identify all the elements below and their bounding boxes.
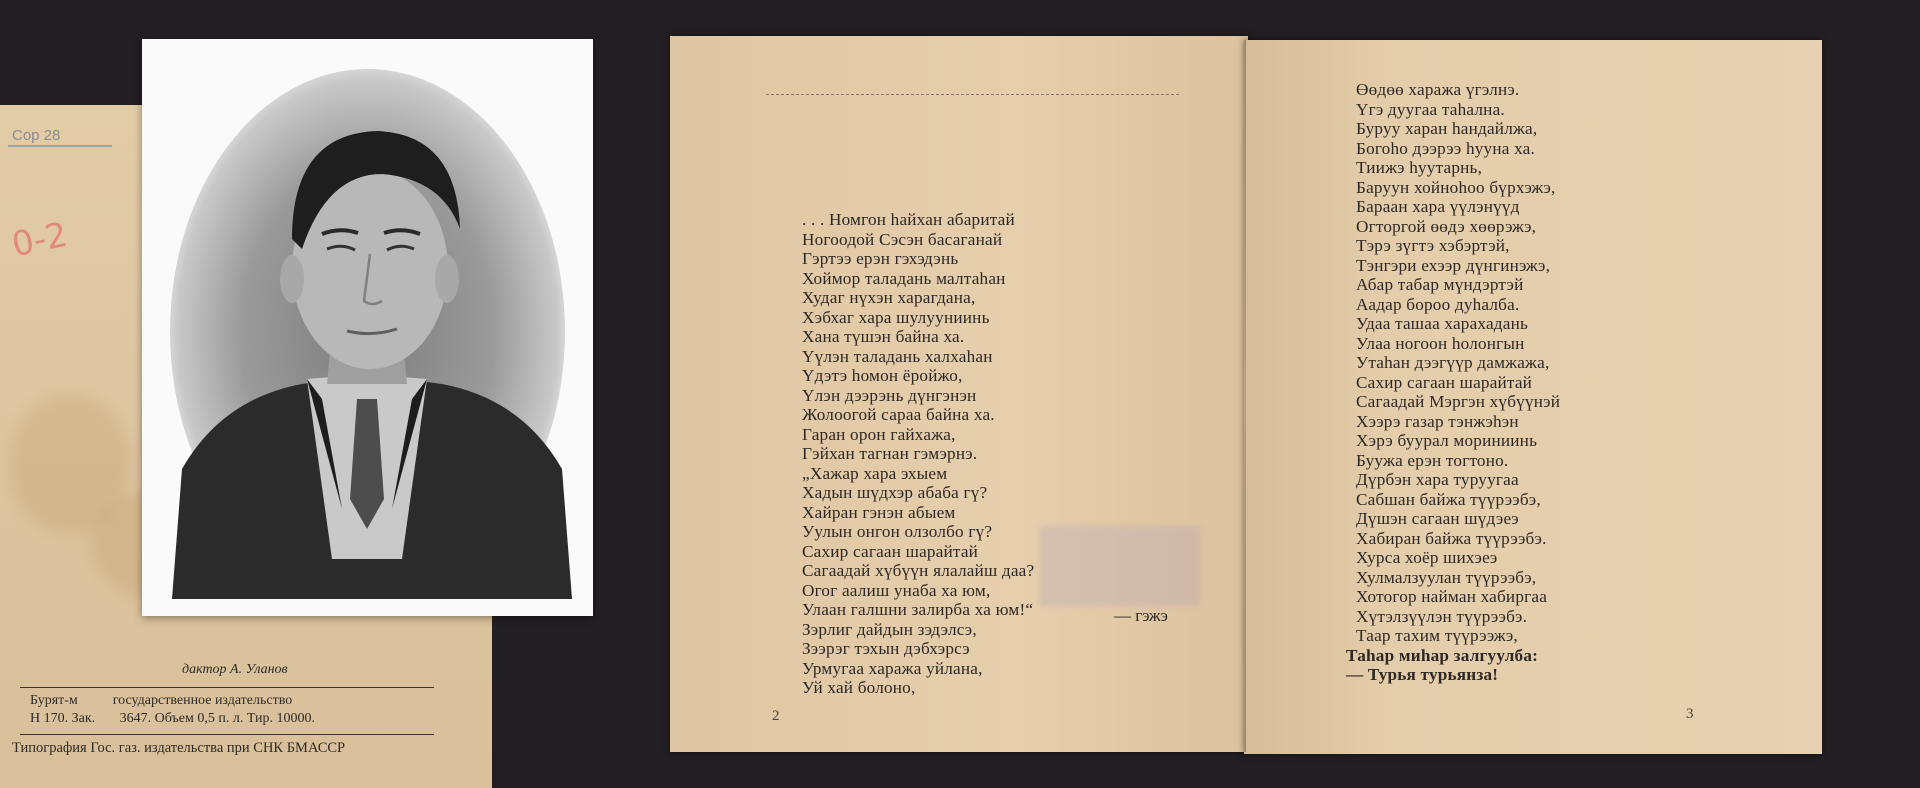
poem-line: Зээрэг тэхын дэбхэрсэ	[802, 639, 970, 658]
poem-line: Өөдөө хаража үгэлнэ.	[1356, 80, 1520, 99]
poem-line: Буужа ерэн тогтоно.	[1356, 450, 1509, 470]
poem-line: Утаһан дээгүүр дамжажа,	[1356, 353, 1550, 372]
poem-line: Хоймор таладань малтаһан	[802, 268, 1006, 288]
poem-line: Худаг нүхэн харагдана,	[802, 288, 976, 307]
poem-line: Сагаадай Мэргэн хүбүүнэй	[1356, 392, 1561, 411]
poem-line: Тэрэ зүгтэ хэбэртэй,	[1356, 236, 1510, 255]
poem-line: Удаа ташаа харахадань	[1356, 314, 1529, 333]
page-number-right: 3	[1686, 706, 1694, 722]
speech-attribution: — гэжэ	[1114, 606, 1168, 625]
poem-line: Аадар бороо дуһалба.	[1356, 294, 1520, 314]
poem-line: Гэйхан тагнан гэмэрнэ.	[802, 444, 978, 463]
poem-line: Тиижэ һуутарнь,	[1356, 158, 1483, 177]
poem-line: Үүлэн таладань халхаһан	[802, 346, 993, 366]
poem-line: Таһар миһар залгуулба:	[1346, 645, 1539, 665]
imprint-publisher: Бурят-м государственное издательство	[30, 693, 293, 708]
poem-line: Таар тахим түүрээжэ,	[1356, 626, 1518, 645]
handwritten-code: 0-2	[8, 214, 72, 266]
poem-line: Абар табар мүндэртэй	[1356, 275, 1524, 294]
portrait-photo	[142, 39, 593, 616]
poem-line: Үдэтэ һомон ёройжо,	[802, 366, 963, 385]
imprint-printer: Типография Гос. газ. издательства при СНК БМАССР	[12, 740, 346, 756]
poem-line: Хана түшэн байна ха.	[802, 327, 965, 346]
poem-line: Богоһо дээрээ һууна ха.	[1356, 138, 1535, 158]
ink-stamp-mark	[1040, 526, 1200, 606]
poem-text-left	[802, 210, 1034, 698]
poem-line: Улаан галшни залирба ха юм!“	[802, 600, 1034, 619]
poem-line: — Турья турьянза!	[1346, 665, 1499, 684]
poem-line: Хайран гэнэн абыем	[802, 502, 956, 522]
poem-line: Жолоогой сараа байна ха.	[802, 405, 995, 424]
imprint-editor: дактор А. Уланов	[182, 662, 288, 677]
poem-line: Зэрлиг дайдын зэдэлсэ,	[802, 619, 977, 639]
portrait-figure	[142, 39, 593, 616]
poem-line: Хотогор найман хабиргаа	[1356, 587, 1548, 606]
open-booklet	[670, 36, 1822, 754]
poem-line: Уулын онгон олзолбо гү?	[802, 522, 993, 541]
poem-line: Урмугаа хаража уйлана,	[802, 658, 983, 678]
imprint-order: Н 170. Зак. 3647. Объем 0,5 п. л. Тир. 10000.	[30, 711, 316, 726]
poem-line: Хулмалзуулан түүрээбэ,	[1356, 567, 1537, 587]
poem-line: Хабиран байжа түүрээбэ.	[1356, 528, 1547, 548]
poem-line: Сахир сагаан шарайтай	[1356, 372, 1533, 392]
poem-line: Хэрэ буурал мориниинь	[1356, 431, 1538, 450]
book-gutter	[1244, 40, 1246, 752]
poem-line: Хээрэ газар тэнжэһэн	[1356, 411, 1519, 431]
poem-line: Сахир сагаан шарайтай	[802, 541, 979, 561]
poem-line: Сабшан байжа түүрээбэ,	[1356, 489, 1541, 509]
poem-line: Хадын шүдхэр абаба гү?	[802, 483, 988, 502]
poem-line: Улаа ногоон һолонгын	[1356, 333, 1525, 353]
poem-line: „Хажар хара эхыем	[802, 463, 948, 483]
poem-line: Сагаадай хүбүүн ялалайш даа?	[802, 561, 1035, 580]
poem-text-right	[1346, 80, 1560, 685]
poem-line: . . . Номгон һайхан абаритай	[802, 210, 1015, 229]
poem-line: Уй хай болоно,	[802, 678, 916, 697]
imprint-rule	[20, 734, 434, 735]
poem-line: Огог аалиш унаба ха юм,	[802, 580, 991, 600]
poem-line: Үлэн дээрэнь дүнгэнэн	[802, 385, 977, 405]
imprint-rule	[20, 687, 434, 688]
poem-line: Гаран орон гайхажа,	[802, 424, 956, 444]
poem-line: Үгэ дуугаа таһална.	[1356, 99, 1505, 119]
poem-line: Хэбхаг хара шулууниинь	[802, 307, 990, 327]
catalog-stamp: Сор 28	[12, 127, 61, 144]
imprint-block	[12, 661, 442, 757]
poem-line: Хурса хоёр шихэеэ	[1356, 548, 1498, 567]
poem-line: Гэртээ ерэн гэхэдэнь	[802, 249, 959, 268]
poem-line: Огторгой өөдэ хөөрэжэ,	[1356, 216, 1537, 236]
stamp-line	[8, 145, 112, 147]
poem-line: Буруу харан һандайлжа,	[1356, 119, 1538, 138]
page-number-left: 2	[772, 708, 780, 724]
poem-line: Ногоодой Сэсэн басаганай	[802, 229, 1003, 249]
poem-line: Дүрбэн хара туруугаа	[1356, 470, 1519, 489]
paper-stain	[10, 395, 130, 535]
header-rule	[766, 94, 1179, 98]
poem-line: Баруун хойноһоо бүрхэжэ,	[1356, 177, 1556, 197]
poem-line: Дүшэн сагаан шүдэеэ	[1356, 509, 1519, 528]
poem-line: Тэнгэри ехээр дүнгинэжэ,	[1356, 255, 1551, 275]
poem-line: Хүтэлзүүлэн түүрээбэ.	[1356, 606, 1528, 626]
poem-line: Бараан хара үүлэнүүд	[1356, 197, 1520, 216]
